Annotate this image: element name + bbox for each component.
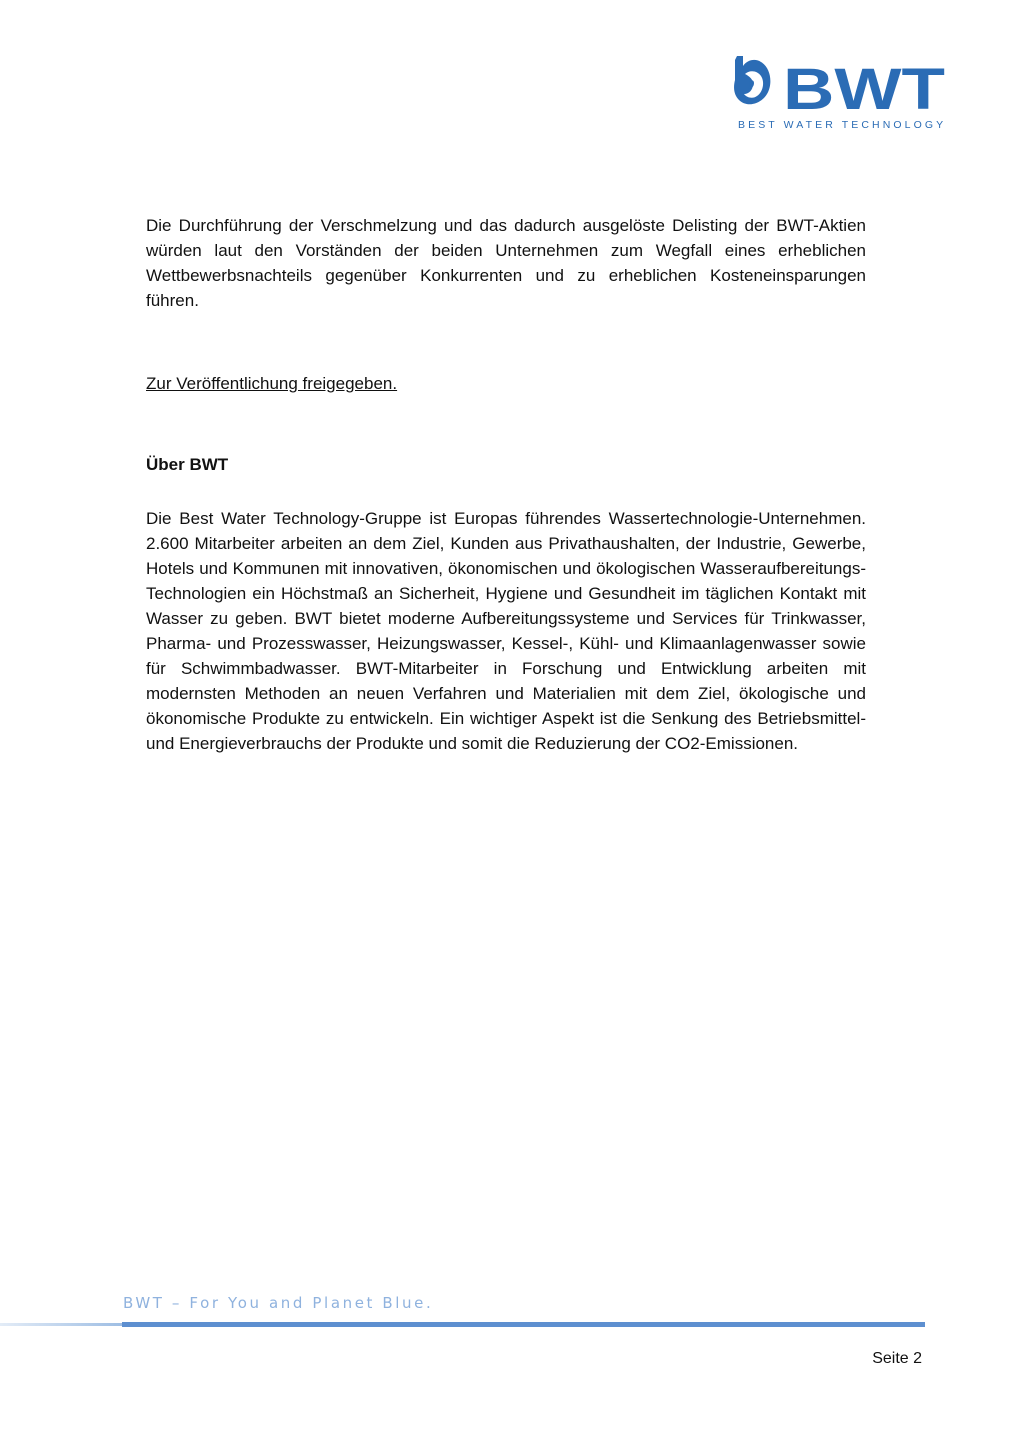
paragraph-merger: Die Durchführung der Verschmelzung und das dadurch ausgelöste Delisting der BWT-Aktien würden laut den Vorständen der beiden Unternehmen zum Wegfall eines erheblichen Wettbewerbsnachteils gegenüber Konkurrenten und zu erheblichen Kosteneinsparungen führen.: [146, 216, 866, 310]
page-number: Seite 2: [872, 1350, 922, 1367]
footer-divider: [0, 1322, 925, 1327]
logo-tagline: BEST WATER TECHNOLOGY: [738, 119, 947, 131]
logo-wordmark: BWT: [783, 57, 945, 116]
about-heading: Über BWT: [146, 455, 229, 474]
footer-slogan: BWT – For You and Planet Blue.: [123, 1294, 434, 1312]
release-note: Zur Veröffentlichung freigegeben.: [146, 374, 398, 393]
about-paragraph: Die Best Water Technology-Gruppe ist Europas führendes Wassertechnologie-Unternehmen. 2.600 Mitarbeiter arbeiten an dem Ziel, Kunden aus Privathaushalten, der Industrie, Gewerbe, Hotels und Kommunen mit innovativen, ökonomischen und ökologischen Wasseraufbereitungs-Technologien ein Höchstmaß an Sicherheit, Hygiene und Gesundheit im täglichen Kontakt mit Wasser zu geben. BWT bietet moderne Aufbereitungssysteme und Services für Trinkwasser, Pharma- und Prozesswasser, Heizungswasser, Kessel-, Kühl- und Klimaanlagenwasser sowie für Schwimmbadwasser. BWT-Mitarbeiter in Forschung und Entwicklung arbeiten mit modernsten Methoden an neuen Verfahren und Materialien mit dem Ziel, ökologische und ökonomische Produkte zu entwickeln. Ein wichtiger Aspekt ist die Senkung des Betriebsmittel- und Energieverbrauchs der Produkte und somit die Reduzierung der CO2-Emissionen.: [146, 509, 866, 753]
bwt-logo: [733, 52, 947, 136]
intro-section: [146, 213, 866, 313]
water-drop-icon: [733, 52, 947, 116]
